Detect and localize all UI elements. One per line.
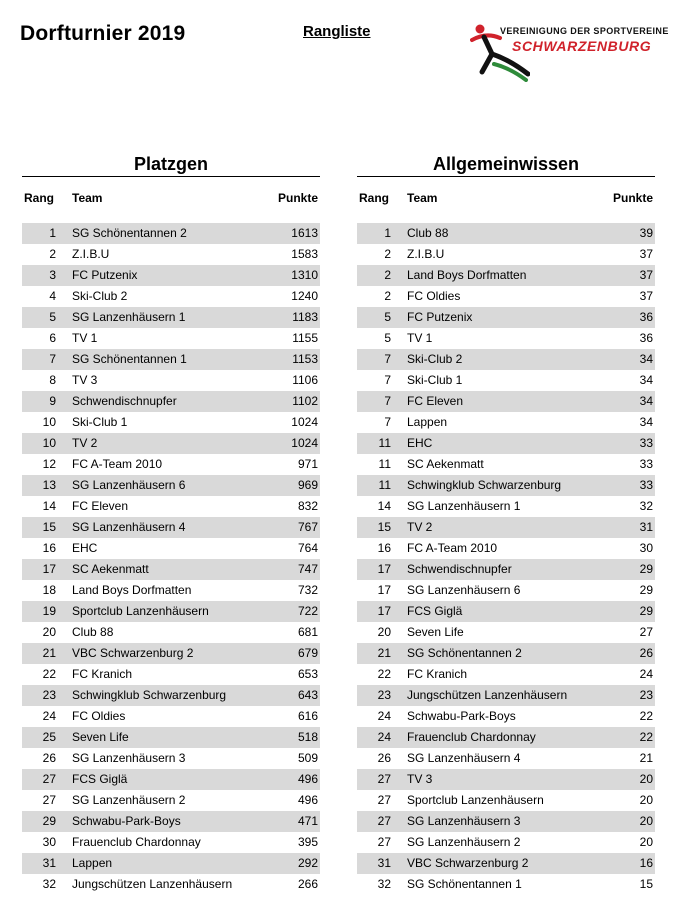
table-row <box>357 454 655 475</box>
points-cell: 20 <box>639 793 653 807</box>
team-column-header: Team <box>72 191 103 205</box>
table-row <box>357 559 655 580</box>
team-cell: Sportclub Lanzenhäusern <box>72 604 209 618</box>
table-row <box>22 685 320 706</box>
points-column-header: Punkte <box>612 191 653 205</box>
points-cell: 31 <box>639 520 653 534</box>
rank-cell: 2 <box>384 247 391 261</box>
team-cell: FCS Giglä <box>72 772 128 786</box>
table-row <box>22 874 320 895</box>
table-row <box>357 307 655 328</box>
panel-title: Allgemeinwissen <box>357 153 655 177</box>
ranking-rows <box>22 223 320 895</box>
rank-cell: 18 <box>42 583 56 597</box>
team-cell: FCS Giglä <box>407 604 463 618</box>
team-cell: Sportclub Lanzenhäusern <box>407 793 544 807</box>
team-cell: EHC <box>72 541 98 555</box>
points-cell: 747 <box>297 562 318 576</box>
points-cell: 509 <box>297 751 318 765</box>
rank-cell: 24 <box>42 709 56 723</box>
points-cell: 1613 <box>291 226 318 240</box>
page-subtitle: Rangliste <box>303 23 371 40</box>
points-cell: 36 <box>639 331 653 345</box>
points-cell: 969 <box>297 478 318 492</box>
table-row <box>22 475 320 496</box>
team-cell: Z.I.B.U <box>72 247 110 261</box>
points-cell: 39 <box>639 226 653 240</box>
points-cell: 1106 <box>292 373 318 387</box>
rank-cell: 7 <box>384 352 391 366</box>
rank-cell: 7 <box>49 352 56 366</box>
team-cell: FC Oldies <box>407 289 461 303</box>
table-row <box>357 244 655 265</box>
rank-cell: 14 <box>42 499 56 513</box>
points-cell: 36 <box>639 310 653 324</box>
points-cell: 30 <box>639 541 653 555</box>
rank-cell: 11 <box>378 457 391 471</box>
rank-cell: 17 <box>42 562 56 576</box>
rank-cell: 24 <box>377 730 391 744</box>
rank-cell: 15 <box>42 520 56 534</box>
points-cell: 34 <box>639 415 653 429</box>
table-header <box>357 188 655 208</box>
rank-cell: 7 <box>384 394 391 408</box>
points-column-header: Punkte <box>277 191 318 205</box>
points-cell: 832 <box>297 499 318 513</box>
team-cell: Club 88 <box>407 226 449 240</box>
table-row <box>357 286 655 307</box>
team-cell: SG Lanzenhäusern 6 <box>72 478 186 492</box>
table-row <box>22 286 320 307</box>
table-row <box>357 853 655 874</box>
table-header <box>22 188 320 208</box>
table-row <box>22 853 320 874</box>
rank-cell: 27 <box>377 793 391 807</box>
rank-cell: 2 <box>384 268 391 282</box>
team-cell: TV 3 <box>407 772 433 786</box>
team-cell: TV 3 <box>72 373 98 387</box>
rank-cell: 22 <box>377 667 391 681</box>
team-cell: FC Putzenix <box>72 268 138 282</box>
rank-cell: 21 <box>42 646 56 660</box>
table-row <box>357 706 655 727</box>
team-cell: Ski-Club 1 <box>407 373 463 387</box>
rank-cell: 32 <box>377 877 391 891</box>
rank-cell: 27 <box>377 835 391 849</box>
points-cell: 16 <box>639 856 653 870</box>
points-cell: 37 <box>639 268 653 282</box>
team-cell: SG Schönentannen 1 <box>72 352 187 366</box>
points-cell: 643 <box>297 688 318 702</box>
team-column-header: Team <box>407 191 438 205</box>
table-row <box>22 580 320 601</box>
rank-cell: 27 <box>377 772 391 786</box>
rank-cell: 26 <box>42 751 56 765</box>
rank-cell: 10 <box>42 436 56 450</box>
rank-cell: 23 <box>377 688 391 702</box>
points-cell: 1240 <box>291 289 318 303</box>
team-cell: TV 2 <box>72 436 98 450</box>
table-row <box>357 832 655 853</box>
points-cell: 518 <box>297 730 318 744</box>
points-cell: 732 <box>297 583 318 597</box>
table-row <box>357 874 655 895</box>
points-cell: 1102 <box>292 394 318 408</box>
points-cell: 33 <box>639 436 653 450</box>
rank-cell: 11 <box>378 478 391 492</box>
points-cell: 21 <box>639 751 653 765</box>
team-cell: FC Kranich <box>407 667 468 681</box>
points-cell: 34 <box>639 373 653 387</box>
team-cell: SG Lanzenhäusern 6 <box>407 583 521 597</box>
team-cell: Schwingklub Schwarzenburg <box>72 688 227 702</box>
ranking-panel-allgemeinwissen <box>357 153 655 895</box>
points-cell: 1310 <box>291 268 318 282</box>
logo-text-top: VEREINIGUNG DER SPORTVEREINE <box>500 26 669 36</box>
rank-cell: 9 <box>49 394 56 408</box>
rank-cell: 10 <box>42 415 56 429</box>
points-cell: 266 <box>297 877 318 891</box>
rank-cell: 17 <box>377 604 391 618</box>
table-row <box>22 706 320 727</box>
table-row <box>357 328 655 349</box>
team-cell: Jungschützen Lanzenhäusern <box>407 688 568 702</box>
points-cell: 616 <box>297 709 318 723</box>
team-cell: FC Kranich <box>72 667 133 681</box>
points-cell: 1153 <box>292 352 318 366</box>
rank-cell: 15 <box>377 520 391 534</box>
rank-cell: 12 <box>42 457 56 471</box>
rank-cell: 14 <box>377 499 391 513</box>
team-cell: FC A-Team 2010 <box>407 541 498 555</box>
table-row <box>22 832 320 853</box>
table-row <box>22 727 320 748</box>
team-cell: TV 1 <box>407 331 433 345</box>
table-row <box>22 265 320 286</box>
rank-cell: 5 <box>49 310 56 324</box>
team-cell: Land Boys Dorfmatten <box>407 268 527 282</box>
rank-cell: 24 <box>377 709 391 723</box>
points-cell: 29 <box>639 604 653 618</box>
rank-cell: 8 <box>49 373 56 387</box>
table-row <box>357 769 655 790</box>
table-row <box>22 328 320 349</box>
team-cell: SG Lanzenhäusern 3 <box>72 751 186 765</box>
points-cell: 20 <box>639 835 653 849</box>
table-row <box>357 412 655 433</box>
points-cell: 26 <box>639 646 653 660</box>
logo-text-bottom: SCHWARZENBURG <box>512 38 652 54</box>
points-cell: 34 <box>639 394 653 408</box>
rank-cell: 2 <box>384 289 391 303</box>
club-logo <box>470 20 669 82</box>
points-cell: 653 <box>297 667 318 681</box>
table-row <box>357 391 655 412</box>
table-row <box>22 643 320 664</box>
points-cell: 1183 <box>292 310 318 324</box>
table-row <box>357 538 655 559</box>
team-cell: Lappen <box>72 856 113 870</box>
rank-column-header: Rang <box>24 191 54 205</box>
rank-cell: 25 <box>42 730 56 744</box>
page-title: Dorfturnier 2019 <box>20 22 186 45</box>
points-cell: 496 <box>297 772 318 786</box>
points-cell: 1024 <box>291 436 318 450</box>
team-cell: Lappen <box>407 415 448 429</box>
rank-cell: 13 <box>42 478 56 492</box>
points-cell: 23 <box>639 688 653 702</box>
rank-cell: 22 <box>42 667 56 681</box>
rank-cell: 20 <box>377 625 391 639</box>
table-row <box>357 496 655 517</box>
rank-cell: 2 <box>49 247 56 261</box>
team-cell: SG Lanzenhäusern 4 <box>407 751 521 765</box>
team-cell: Frauenclub Chardonnay <box>407 730 536 744</box>
points-cell: 24 <box>639 667 653 681</box>
points-cell: 767 <box>297 520 318 534</box>
ranking-panel-platzgen <box>22 153 320 895</box>
team-cell: Schwendischnupfer <box>72 394 177 408</box>
table-row <box>22 412 320 433</box>
rank-cell: 17 <box>377 562 391 576</box>
team-cell: Ski-Club 1 <box>72 415 128 429</box>
rank-cell: 4 <box>49 289 56 303</box>
rank-cell: 17 <box>377 583 391 597</box>
rank-cell: 26 <box>377 751 391 765</box>
table-row <box>22 307 320 328</box>
rank-cell: 16 <box>42 541 56 555</box>
team-cell: SG Schönentannen 2 <box>407 646 522 660</box>
table-row <box>357 622 655 643</box>
rank-cell: 3 <box>49 268 56 282</box>
team-cell: Ski-Club 2 <box>407 352 463 366</box>
rank-cell: 5 <box>384 310 391 324</box>
table-row <box>22 454 320 475</box>
points-cell: 33 <box>639 457 653 471</box>
team-cell: FC Putzenix <box>407 310 473 324</box>
points-cell: 29 <box>639 583 653 597</box>
rank-cell: 27 <box>377 814 391 828</box>
table-row <box>357 643 655 664</box>
points-cell: 496 <box>297 793 318 807</box>
team-cell: Schwingklub Schwarzenburg <box>407 478 562 492</box>
team-cell: VBC Schwarzenburg 2 <box>407 856 529 870</box>
table-row <box>22 559 320 580</box>
points-cell: 27 <box>639 625 653 639</box>
rank-cell: 31 <box>42 856 56 870</box>
rank-cell: 23 <box>42 688 56 702</box>
points-cell: 32 <box>639 499 653 513</box>
team-cell: FC Oldies <box>72 709 126 723</box>
team-cell: Frauenclub Chardonnay <box>72 835 201 849</box>
table-row <box>357 748 655 769</box>
team-cell: SC Aekenmatt <box>72 562 149 576</box>
points-cell: 679 <box>297 646 318 660</box>
table-row <box>357 811 655 832</box>
team-cell: SG Schönentannen 1 <box>407 877 522 891</box>
table-row <box>22 748 320 769</box>
team-cell: TV 1 <box>72 331 98 345</box>
rank-cell: 29 <box>42 814 56 828</box>
team-cell: Z.I.B.U <box>407 247 445 261</box>
team-cell: SG Lanzenhäusern 1 <box>72 310 186 324</box>
points-cell: 37 <box>639 247 653 261</box>
table-row <box>22 349 320 370</box>
team-cell: Ski-Club 2 <box>72 289 128 303</box>
table-row <box>22 433 320 454</box>
team-cell: Land Boys Dorfmatten <box>72 583 192 597</box>
team-cell: Schwendischnupfer <box>407 562 512 576</box>
rank-cell: 27 <box>42 793 56 807</box>
rank-cell: 30 <box>42 835 56 849</box>
points-cell: 20 <box>639 772 653 786</box>
team-cell: SC Aekenmatt <box>407 457 484 471</box>
team-cell: TV 2 <box>407 520 433 534</box>
rank-cell: 1 <box>384 226 391 240</box>
table-row <box>357 790 655 811</box>
points-cell: 34 <box>639 352 653 366</box>
points-cell: 764 <box>297 541 318 555</box>
team-cell: SG Lanzenhäusern 1 <box>407 499 521 513</box>
table-row <box>22 601 320 622</box>
team-cell: SG Lanzenhäusern 3 <box>407 814 521 828</box>
rank-cell: 19 <box>42 604 56 618</box>
rank-cell: 11 <box>378 436 391 450</box>
points-cell: 1155 <box>292 331 318 345</box>
table-row <box>22 790 320 811</box>
team-cell: Jungschützen Lanzenhäusern <box>72 877 233 891</box>
team-cell: FC A-Team 2010 <box>72 457 163 471</box>
table-row <box>357 370 655 391</box>
table-row <box>357 433 655 454</box>
points-cell: 1583 <box>291 247 318 261</box>
team-cell: Schwabu-Park-Boys <box>72 814 181 828</box>
table-row <box>22 244 320 265</box>
rank-cell: 6 <box>49 331 56 345</box>
table-row <box>357 475 655 496</box>
table-row <box>357 601 655 622</box>
panel-title: Platzgen <box>22 153 320 177</box>
ranking-rows <box>357 223 655 895</box>
team-cell: SG Schönentannen 2 <box>72 226 187 240</box>
table-row <box>357 685 655 706</box>
team-cell: Club 88 <box>72 625 114 639</box>
team-cell: Seven Life <box>72 730 129 744</box>
team-cell: SG Lanzenhäusern 2 <box>407 835 521 849</box>
points-cell: 22 <box>639 709 653 723</box>
team-cell: FC Eleven <box>72 499 129 513</box>
points-cell: 37 <box>639 289 653 303</box>
table-row <box>22 391 320 412</box>
rank-cell: 5 <box>384 331 391 345</box>
table-row <box>357 517 655 538</box>
table-row <box>22 496 320 517</box>
table-row <box>357 349 655 370</box>
team-cell: Schwabu-Park-Boys <box>407 709 516 723</box>
table-row <box>22 223 320 244</box>
points-cell: 33 <box>639 478 653 492</box>
rank-cell: 7 <box>384 415 391 429</box>
team-cell: SG Lanzenhäusern 4 <box>72 520 186 534</box>
points-cell: 22 <box>639 730 653 744</box>
rank-cell: 27 <box>42 772 56 786</box>
points-cell: 15 <box>639 877 653 891</box>
table-row <box>357 580 655 601</box>
rank-cell: 16 <box>377 541 391 555</box>
rank-cell: 31 <box>377 856 391 870</box>
rank-cell: 1 <box>49 226 56 240</box>
table-row <box>357 727 655 748</box>
points-cell: 1024 <box>291 415 318 429</box>
table-row <box>22 622 320 643</box>
points-cell: 29 <box>639 562 653 576</box>
points-cell: 20 <box>639 814 653 828</box>
table-row <box>357 664 655 685</box>
team-cell: FC Eleven <box>407 394 464 408</box>
points-cell: 722 <box>297 604 318 618</box>
table-row <box>357 223 655 244</box>
points-cell: 292 <box>297 856 318 870</box>
points-cell: 971 <box>297 457 318 471</box>
table-row <box>22 769 320 790</box>
points-cell: 395 <box>297 835 318 849</box>
rank-cell: 20 <box>42 625 56 639</box>
team-cell: SG Lanzenhäusern 2 <box>72 793 186 807</box>
rank-cell: 21 <box>377 646 391 660</box>
table-row <box>22 538 320 559</box>
team-cell: Seven Life <box>407 625 464 639</box>
team-cell: EHC <box>407 436 433 450</box>
table-row <box>22 517 320 538</box>
table-row <box>357 265 655 286</box>
table-row <box>22 664 320 685</box>
rank-column-header: Rang <box>359 191 389 205</box>
table-row <box>22 370 320 391</box>
points-cell: 681 <box>297 625 318 639</box>
rank-cell: 7 <box>384 373 391 387</box>
rank-cell: 32 <box>42 877 56 891</box>
points-cell: 471 <box>297 814 318 828</box>
table-row <box>22 811 320 832</box>
team-cell: VBC Schwarzenburg 2 <box>72 646 194 660</box>
